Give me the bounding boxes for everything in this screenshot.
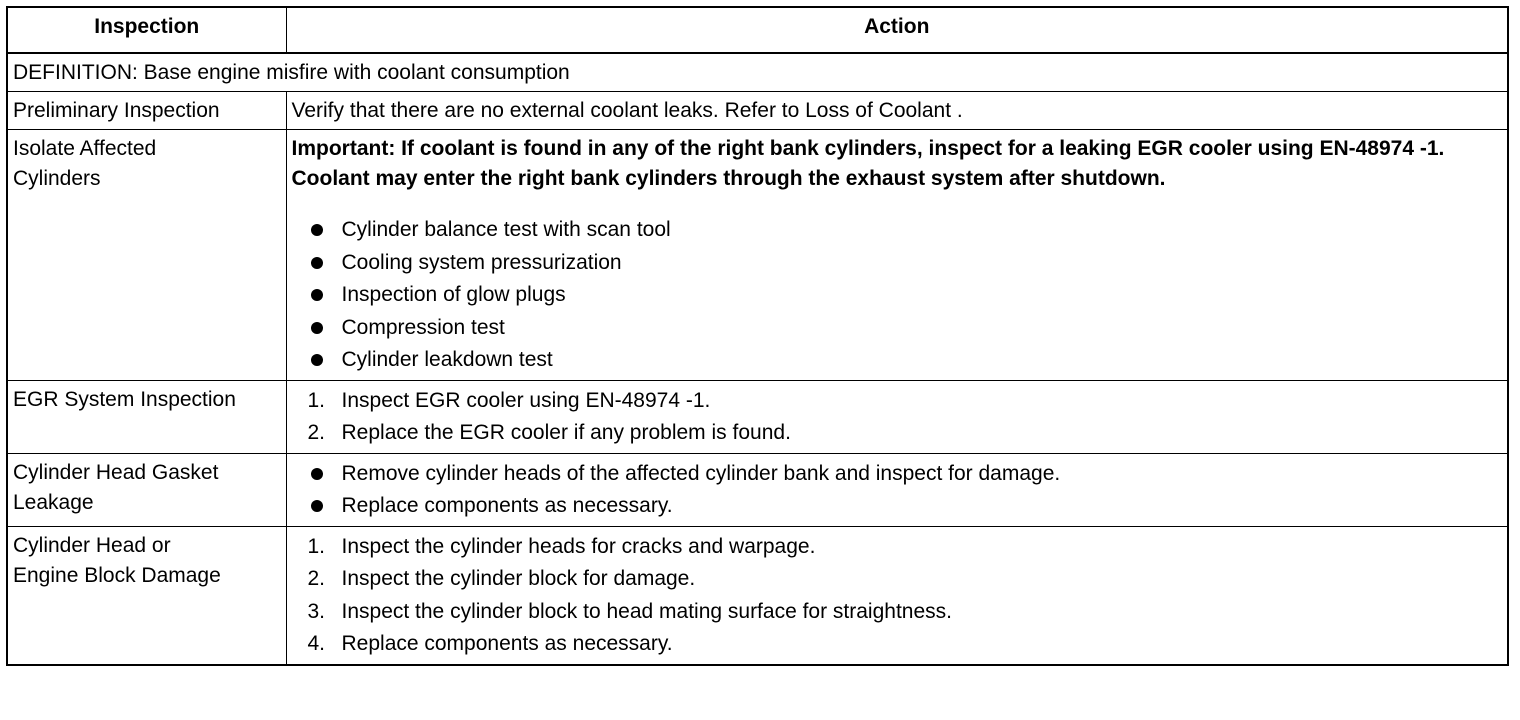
list-item (292, 312, 1502, 345)
gasket-inspection-line2: Leakage (13, 490, 94, 514)
step-number: 4. (307, 632, 326, 655)
header-row (7, 7, 1508, 53)
list-item (292, 531, 1502, 564)
table-row (7, 92, 1508, 130)
list-item (292, 596, 1502, 629)
table-row (7, 453, 1508, 526)
damage-inspection-cell (7, 526, 286, 665)
step-number: 1. (307, 534, 326, 558)
list-item (292, 214, 1502, 247)
isolate-inspection-line1: Isolate Affected (13, 137, 157, 160)
inspection-table (6, 6, 1509, 666)
list-item (292, 490, 1502, 523)
list-item (292, 344, 1502, 377)
list-item (292, 563, 1502, 596)
list-item-text: Inspect the cylinder block to head mating surface for straightness. (341, 599, 952, 623)
definition-row (7, 53, 1508, 92)
definition-text: DEFINITION: Base engine misfire with coolant consumption (7, 53, 1508, 92)
list-item-text: Cylinder leakdown test (341, 348, 553, 371)
egr-action-cell (286, 380, 1508, 453)
isolate-bullet-list (292, 214, 1502, 377)
step-number: 3. (307, 599, 326, 623)
table-row (7, 380, 1508, 453)
preliminary-action-cell: Verify that there are no external coolant leaks. Refer to Loss of Coolant . (286, 92, 1508, 130)
header-action: Action (286, 7, 1508, 53)
list-item-text: Replace components as necessary. (341, 632, 673, 655)
bullet-icon (311, 289, 323, 301)
list-item-text: Replace the EGR cooler if any problem is found. (341, 421, 791, 444)
list-item-text: Inspection of glow plugs (341, 283, 566, 306)
list-item-text: Inspect the cylinder block for damage. (341, 567, 696, 590)
bullet-icon (311, 224, 323, 236)
list-item (292, 279, 1502, 312)
bullet-icon (311, 468, 323, 480)
step-number: 1. (307, 388, 326, 412)
bullet-icon (311, 500, 323, 512)
isolate-inspection-cell (7, 130, 286, 381)
damage-inspection-line1: Cylinder Head or (13, 533, 171, 557)
bullet-icon (311, 257, 323, 269)
list-item-text: Compression test (341, 315, 505, 339)
gasket-inspection-cell (7, 453, 286, 526)
table-row (7, 526, 1508, 665)
gasket-bullet-list (292, 458, 1502, 523)
table-row (7, 130, 1508, 381)
list-item (292, 628, 1502, 661)
list-item-text: Replace components as necessary. (341, 494, 673, 517)
list-item-text: Remove cylinder heads of the affected cylinder bank and inspect for damage. (341, 461, 1061, 485)
damage-step-list (292, 531, 1502, 661)
preliminary-inspection-cell: Preliminary Inspection (7, 92, 286, 130)
list-item (292, 385, 1502, 418)
step-number: 2. (307, 421, 326, 444)
isolate-action-cell (286, 130, 1508, 381)
gasket-action-cell (286, 453, 1508, 526)
gasket-inspection-line1: Cylinder Head Gasket (13, 460, 219, 484)
isolate-inspection-line2: Cylinders (13, 167, 101, 190)
list-item (292, 417, 1502, 450)
important-note: Important: If coolant is found in any of the right bank cylinders, inspect for a leaking EGR cooler using EN-48974 -1. Coolant may enter the right bank cylinders through the exhaust system after shutdown. (291, 137, 1445, 190)
list-item-text: Cooling system pressurization (341, 250, 622, 274)
bullet-icon (311, 322, 323, 334)
list-item-text: Inspect the cylinder heads for cracks and warpage. (341, 534, 816, 558)
header-inspection: Inspection (7, 7, 286, 53)
egr-inspection-cell: EGR System Inspection (7, 380, 286, 453)
list-item (292, 458, 1502, 491)
egr-step-list (292, 385, 1502, 450)
step-number: 2. (307, 567, 326, 590)
bullet-icon (311, 354, 323, 366)
list-item-text: Inspect EGR cooler using EN-48974 -1. (341, 388, 711, 412)
damage-action-cell (286, 526, 1508, 665)
damage-inspection-line2: Engine Block Damage (13, 563, 221, 587)
list-item (292, 247, 1502, 280)
list-item-text: Cylinder balance test with scan tool (341, 218, 671, 241)
